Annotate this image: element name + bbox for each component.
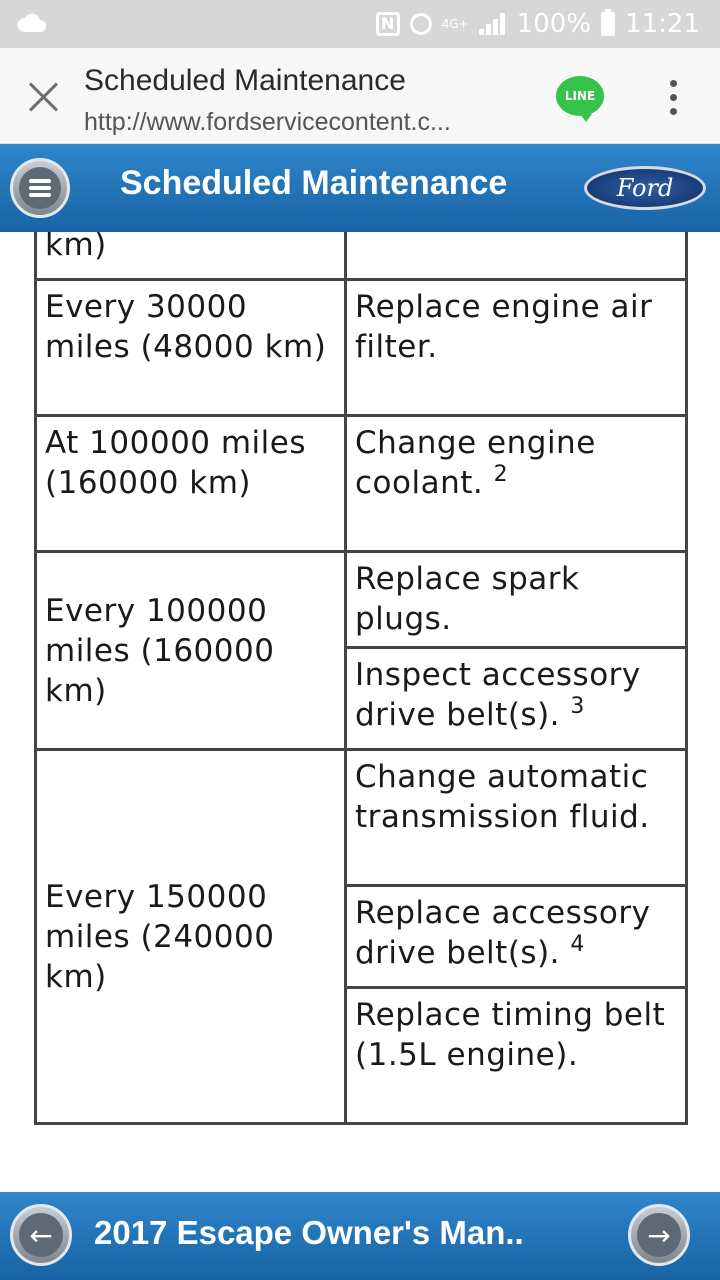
battery-percent: 100% (516, 9, 592, 39)
signal-icon (479, 13, 507, 35)
browser-page-title: Scheduled Maintenance (84, 64, 406, 97)
task-text: Change engine coolant. (355, 425, 596, 501)
task-cell: Replace timing belt (1.5L engine). (346, 988, 687, 1124)
table-row (36, 280, 687, 416)
footnote-ref[interactable]: 4 (570, 932, 585, 957)
close-icon[interactable] (24, 78, 64, 118)
task-cell (346, 648, 687, 750)
interval-cell: km) (36, 232, 346, 280)
ford-logo: Ford (584, 166, 706, 210)
browser-toolbar (0, 48, 720, 144)
footnote-ref[interactable]: 2 (493, 462, 509, 487)
interval-cell: Every 100000 miles (160000 km) (36, 552, 346, 750)
footnote-ref[interactable]: 3 (570, 694, 585, 719)
bottom-navigation-bar (0, 1192, 720, 1280)
interval-cell: Every 30000 miles (48000 km) (36, 280, 346, 416)
task-cell: Change automatic transmission fluid. (346, 750, 687, 886)
cloud-icon (16, 12, 46, 38)
battery-icon (601, 12, 615, 36)
line-label: LINE (564, 89, 596, 103)
list-menu-button[interactable] (10, 158, 70, 218)
manual-title: 2017 Escape Owner's Man.. (94, 1214, 524, 1251)
table-row (36, 552, 687, 648)
status-icons (376, 6, 700, 42)
task-text: Replace accessory drive belt(s). (355, 895, 651, 971)
interval-cell: Every 150000 miles (240000 km) (36, 750, 346, 1124)
arrow-right-icon: → (637, 1213, 681, 1257)
alarm-icon (410, 13, 432, 35)
list-icon (19, 167, 61, 209)
table-row (36, 416, 687, 552)
task-cell: Replace spark plugs. (346, 552, 687, 648)
task-cell (346, 886, 687, 988)
task-text: Inspect accessory drive belt(s). (355, 657, 641, 733)
back-button[interactable] (10, 1204, 72, 1266)
table-row (36, 232, 687, 280)
arrow-left-icon: ← (19, 1213, 63, 1257)
line-share-icon[interactable] (556, 76, 604, 116)
network-type-label: 4G+ (441, 17, 469, 31)
clock: 11:21 (625, 9, 700, 39)
more-options-icon[interactable] (664, 78, 684, 118)
interval-cell: At 100000 miles (160000 km) (36, 416, 346, 552)
table-row (36, 750, 687, 886)
task-cell (346, 416, 687, 552)
app-header (0, 144, 720, 232)
page-title: Scheduled Maintenance (120, 164, 508, 202)
status-bar (0, 0, 720, 48)
maintenance-table (34, 232, 688, 1125)
content-area[interactable] (0, 232, 720, 1192)
task-cell: Replace engine air filter. (346, 280, 687, 416)
forward-button[interactable] (628, 1204, 690, 1266)
browser-url[interactable]: http://www.fordservicecontent.c... (84, 108, 451, 136)
task-cell (346, 232, 687, 280)
nfc-icon: N (376, 12, 400, 36)
